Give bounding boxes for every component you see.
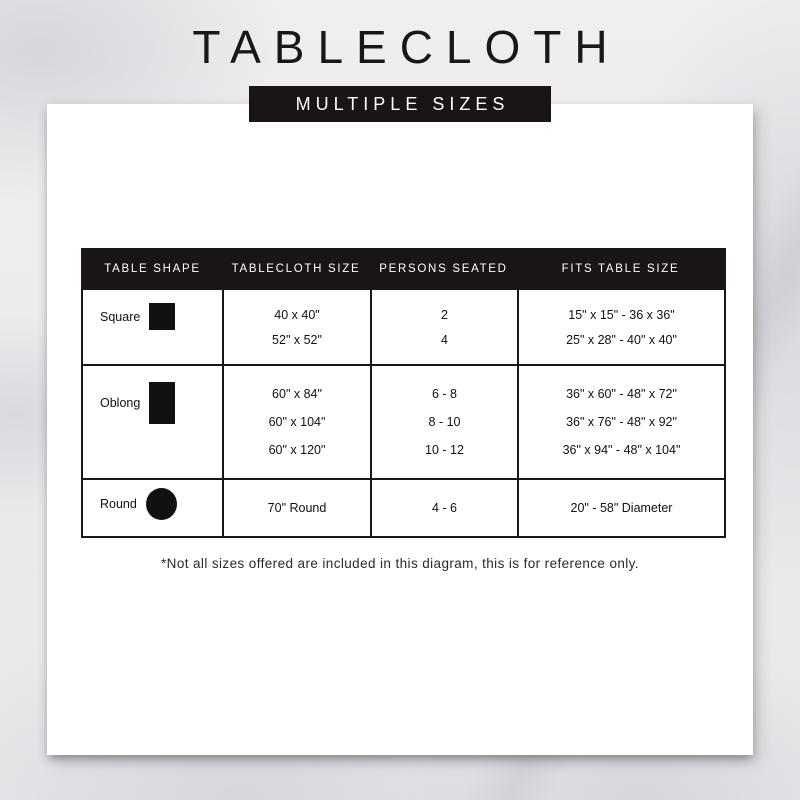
- fits-value: 36" x 76" - 48" x 92": [566, 415, 677, 429]
- shape-wrap: [100, 303, 222, 330]
- size-value: 60" x 104": [268, 415, 326, 429]
- size-value: 52" x 52": [272, 332, 322, 347]
- fits-value: 20" - 58" Diameter: [570, 501, 673, 515]
- size-value: 40 x 40": [274, 307, 320, 322]
- shape-wrap: [100, 382, 222, 424]
- table-row-square-shape-cell: [83, 288, 222, 364]
- persons-value: 8 - 10: [428, 415, 461, 429]
- table-row-round-shape-cell: [83, 478, 222, 536]
- shape-label-round: Round: [100, 497, 137, 511]
- shape-label-oblong: Oblong: [100, 396, 141, 410]
- column-header-persons-seated: PERSONS SEATED: [370, 250, 517, 288]
- persons-value: 6 - 8: [431, 387, 457, 401]
- fits-value: 15" x 15" - 36 x 36": [568, 307, 675, 322]
- size-chart-table: [81, 248, 726, 538]
- column-header-table-shape: TABLE SHAPE: [83, 250, 222, 288]
- page-title: TABLECLOTH: [192, 21, 621, 73]
- fits-value: 25" x 28" - 40" x 40": [566, 332, 677, 347]
- square-icon: [149, 303, 175, 330]
- table-row-round-persons-cell: [370, 478, 517, 536]
- size-value: 70" Round: [267, 501, 327, 515]
- rectangle-icon: [149, 382, 175, 424]
- column-header-fits-table-size: FITS TABLE SIZE: [517, 250, 724, 288]
- table-row-square-persons-cell: [370, 288, 517, 364]
- info-card: [47, 104, 753, 755]
- persons-value: 4 - 6: [431, 501, 457, 515]
- subtitle-text: MULTIPLE SIZES: [295, 93, 510, 114]
- subtitle-banner: [249, 86, 551, 122]
- table-row-square-fits-cell: [517, 288, 724, 364]
- table-row-oblong-fits-cell: [517, 364, 724, 478]
- footnote: *Not all sizes offered are included in this diagram, this is for reference only.: [161, 556, 639, 571]
- size-value: 60" x 84": [272, 387, 322, 401]
- table-row-oblong-shape-cell: [83, 364, 222, 478]
- shape-wrap: [100, 488, 222, 520]
- table-row-round-fits-cell: [517, 478, 724, 536]
- persons-value: 10 - 12: [425, 443, 464, 457]
- persons-value: 2: [441, 307, 448, 322]
- persons-value: 4: [441, 332, 448, 347]
- column-header-tablecloth-size: TABLECLOTH SIZE: [222, 250, 370, 288]
- table-row-oblong-sizes-cell: [222, 364, 370, 478]
- table-row-square-sizes-cell: [222, 288, 370, 364]
- shape-label-square: Square: [100, 309, 141, 324]
- table-row-round-sizes-cell: [222, 478, 370, 536]
- size-value: 60" x 120": [268, 443, 326, 457]
- table-row-oblong-persons-cell: [370, 364, 517, 478]
- fits-value: 36" x 94" - 48" x 104": [562, 443, 681, 457]
- circle-icon: [146, 488, 177, 520]
- fits-value: 36" x 60" - 48" x 72": [566, 387, 677, 401]
